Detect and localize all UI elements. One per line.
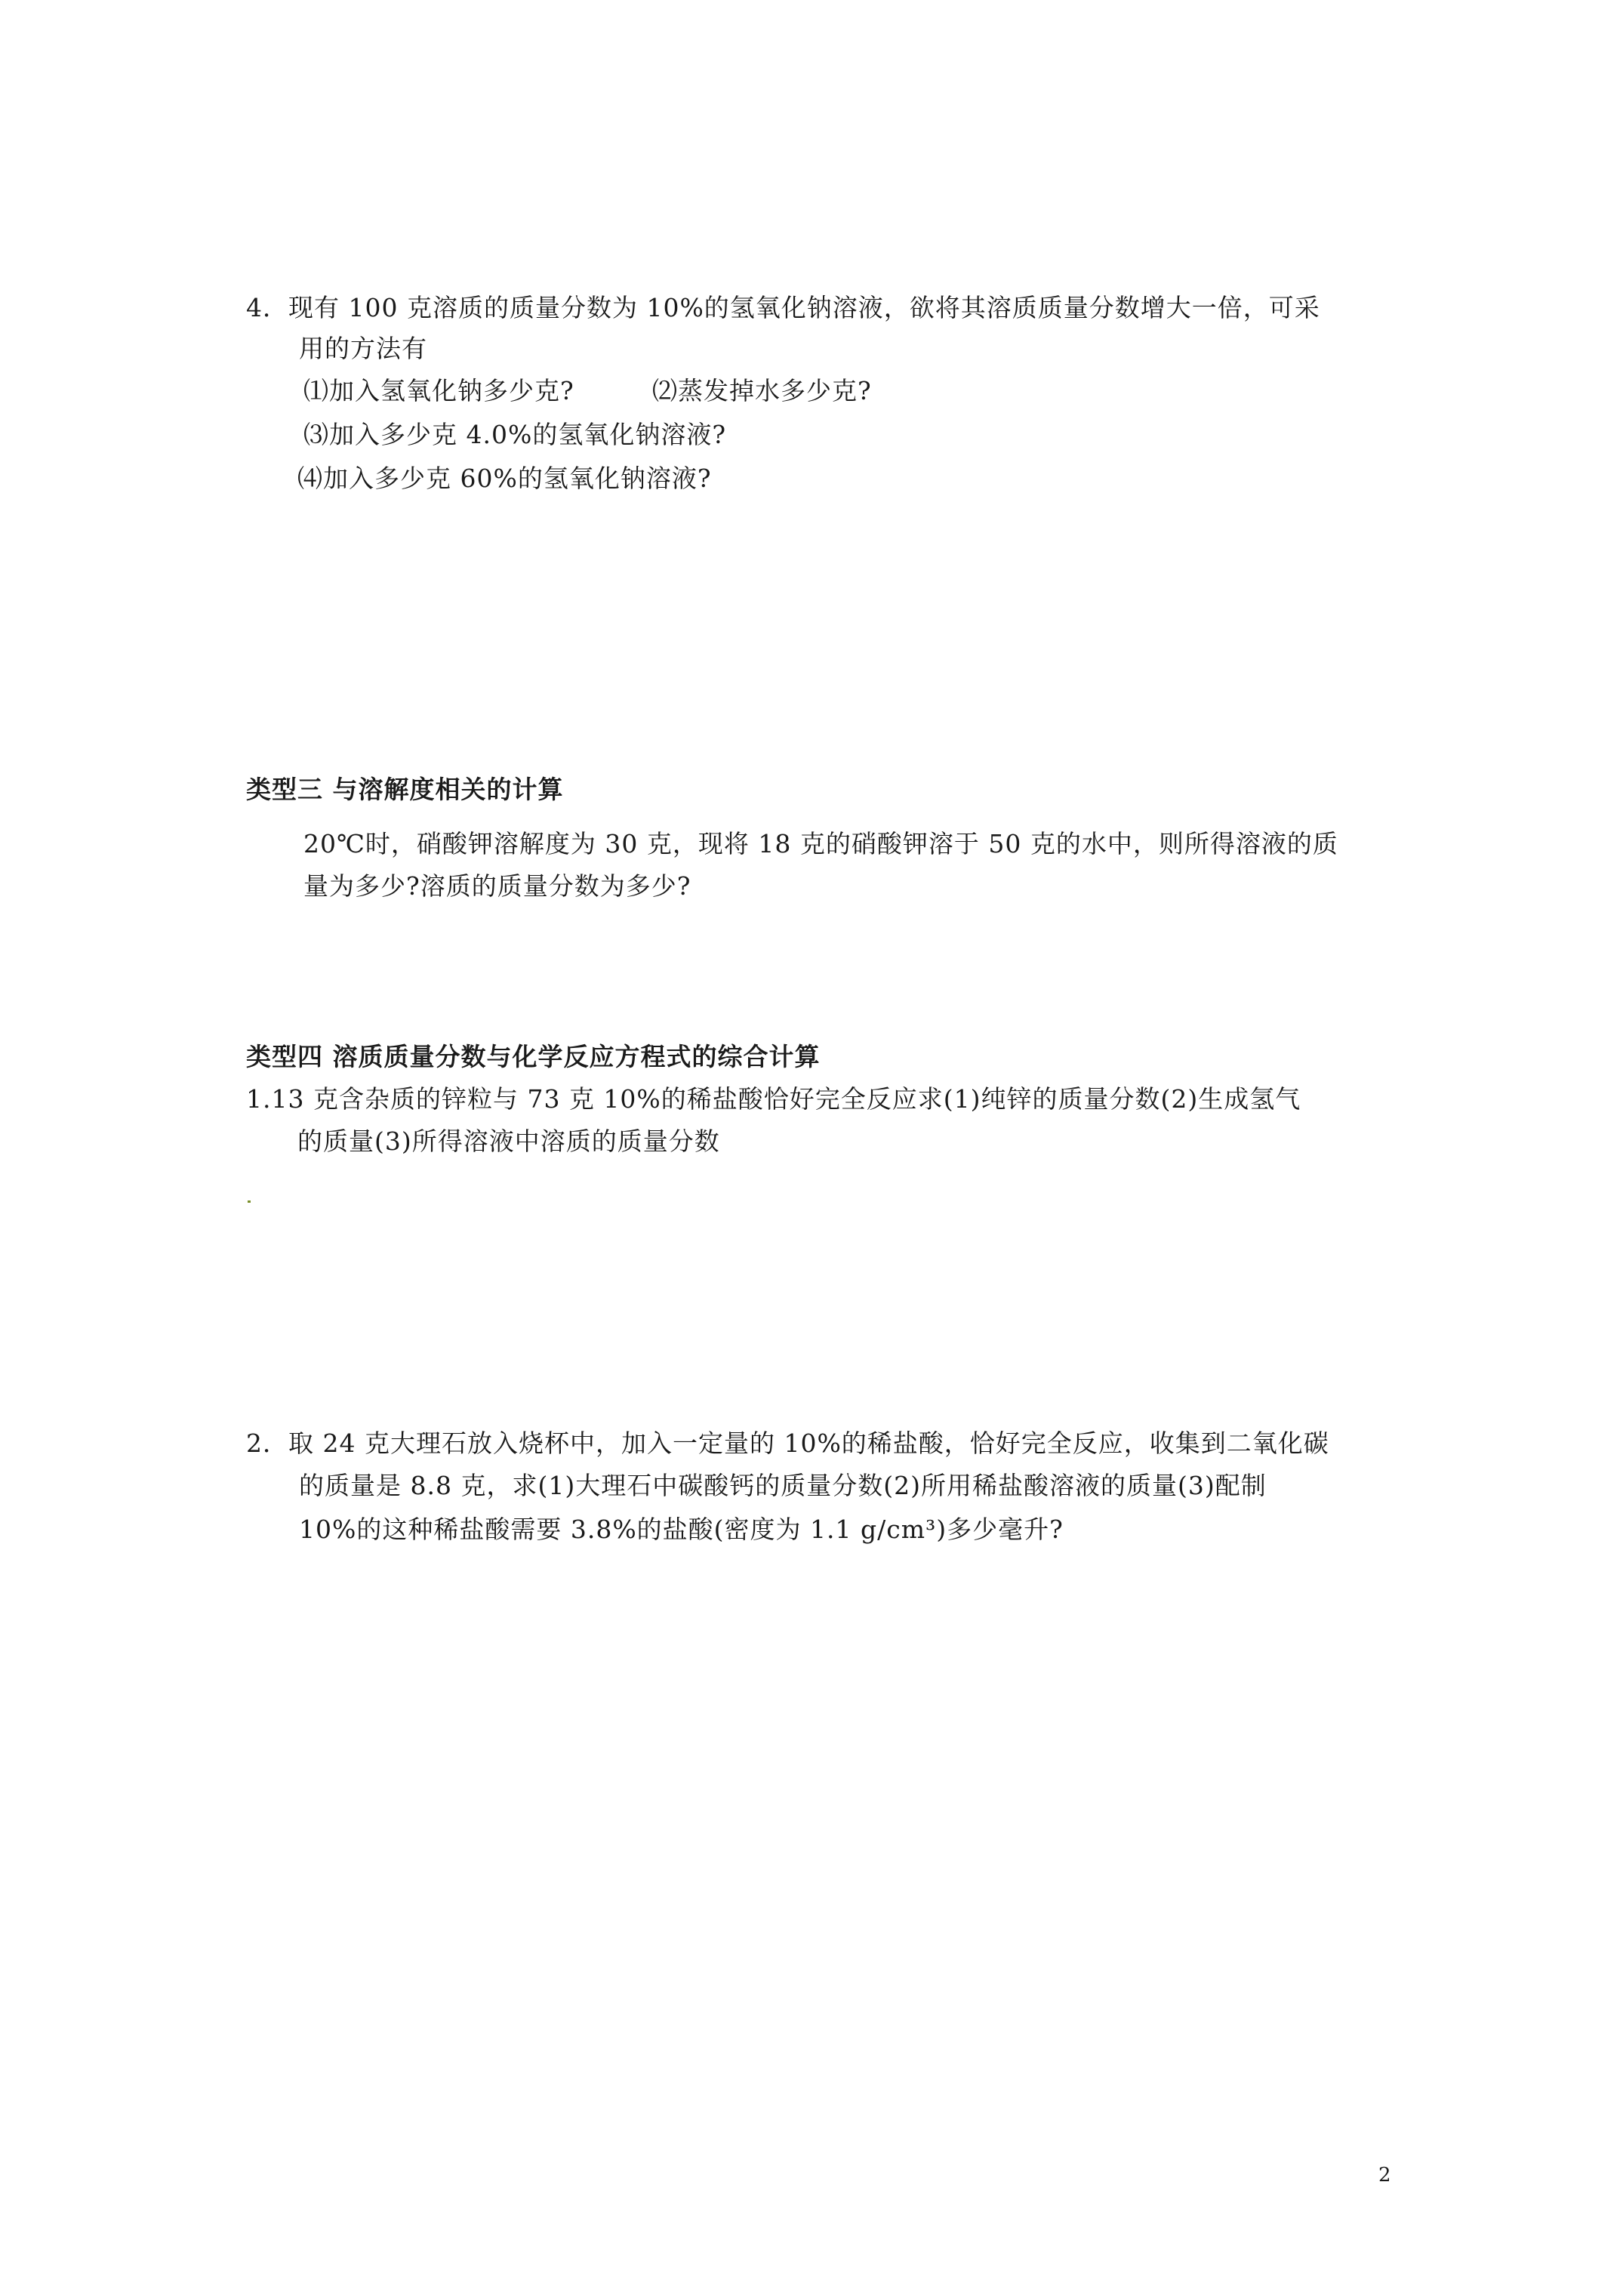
- type4-heading: 类型四 溶质质量分数与化学反应方程式的综合计算: [246, 1042, 821, 1071]
- stray-mark: [248, 1200, 251, 1203]
- type3-line-2: 量为多少?溶质的质量分数为多少?: [303, 871, 691, 901]
- type4-problem1-line-2: 的质量(3)所得溶液中溶质的质量分数: [297, 1126, 720, 1156]
- type4-problem1-line-1: 1.13 克含杂质的锌粒与 73 克 10%的稀盐酸恰好完全反应求(1)纯锌的质量分数(2)生成氢气: [246, 1084, 1301, 1114]
- q4-sub-2: ⑵蒸发掉水多少克?: [652, 376, 872, 405]
- type4-problem2-line-3: 10%的这种稀盐酸需要 3.8%的盐酸(密度为 1.1 g/cm³)多少毫升?: [299, 1515, 1064, 1544]
- q4-line-2: 用的方法有: [299, 334, 427, 363]
- q4-sub-3: ⑶加入多少克 4.0%的氢氧化钠溶液?: [303, 420, 727, 449]
- page-number: 2: [1378, 2164, 1391, 2187]
- q4-sub-4: ⑷加入多少克 60%的氢氧化钠溶液?: [297, 464, 712, 493]
- type4-problem2-line-1: 2．取 24 克大理石放入烧杯中，加入一定量的 10%的稀盐酸，恰好完全反应，收集到二氧化碳: [246, 1428, 1329, 1458]
- q4-sub-1: ⑴加入氢氧化钠多少克?: [303, 376, 574, 405]
- type3-heading: 类型三 与溶解度相关的计算: [246, 775, 564, 804]
- type3-line-1: 20℃时，硝酸钾溶解度为 30 克，现将 18 克的硝酸钾溶于 50 克的水中，则所得溶液的质: [303, 829, 1338, 858]
- q4-line-1: 4．现有 100 克溶质的质量分数为 10%的氢氧化钠溶液，欲将其溶质质量分数增大一倍，可采: [246, 293, 1320, 322]
- type4-problem2-line-2: 的质量是 8.8 克，求(1)大理石中碳酸钙的质量分数(2)所用稀盐酸溶液的质量(3)配制: [299, 1471, 1267, 1500]
